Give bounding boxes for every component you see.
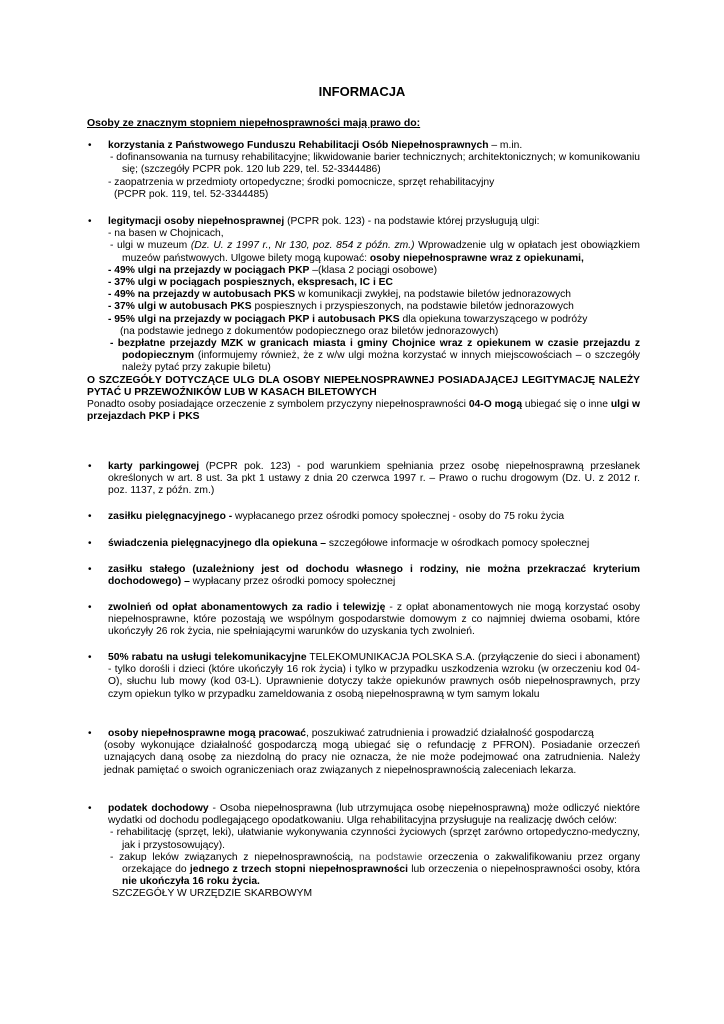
- section-heading: legitymacji osoby niepełnosprawnej: [108, 216, 285, 227]
- section-heading: zasiłku pielęgnacyjnego -: [108, 511, 233, 522]
- list-text: osoby niepełnosprawne wraz z opiekunami,: [369, 252, 584, 264]
- list-item: [108, 852, 640, 889]
- list-item: [108, 301, 640, 313]
- list-text: - 95% ulgi na przejazdy w pociągach PKP i autobusach PKS: [108, 313, 400, 325]
- list-text: - 49% na przejazdy w autobusach PKS: [108, 289, 296, 301]
- bullet-6: •: [88, 564, 92, 575]
- list-text: Wprowadzenie ulg w opłatach jest obowiązkiem muzeów państwowych. Ulgowe bilety mogą kupować:: [122, 240, 640, 264]
- section-pfron: [108, 140, 640, 201]
- section-text: – m.in.: [488, 140, 523, 151]
- list-item: - dofinansowania na turnusy rehabilitacyjne; likwidowanie barier technicznych; architektonicznych; w komunikowaniu się; (szczegóły PCPR pok. 120 lub 229, tel. 52-3344486): [110, 152, 640, 176]
- list-item: [108, 338, 640, 375]
- section-text: - z opłat abonamentowych nie mogą korzystać osoby niepełnosprawne, które pozostają we wspólnym gospodarstwie domowym z co najmniej dwiema osobami, które ukończyły 26 rok życia, nie spełniającymi warunków do uzyskania tych zwolnień.: [108, 602, 640, 638]
- bullet-1: •: [88, 140, 92, 151]
- section-heading: osoby niepełnosprawne mogą pracować: [108, 728, 306, 739]
- bullet-10: •: [88, 803, 92, 814]
- list-item: - 37% ulgi w pociągach pospiesznych, ekspresach, IC i EC: [108, 277, 393, 289]
- paragraph: (osoby wykonujące działalność gospodarczą mogą ubiegać się o refundację z PFRON). Posiadanie orzeczeń uznających daną osobę za niezdolną do pracy nie oznacza, że nie może podejmować ona zatrudnienia. Należy jednak pamiętać o swoich ograniczeniach oraz związanych z niepełnosprawnością zaleceniach lekarza.: [104, 740, 640, 776]
- list-item: [108, 240, 640, 264]
- list-text: orzeczenia o zakwalifikowaniu przez organy orzekające do: [122, 851, 640, 876]
- list-text: lub orzeczenia o niepełnosprawności osoby, która: [407, 864, 640, 876]
- section-heading: korzystania z Państwowego Funduszu Rehabilitacji Osób Niepełnosprawnych: [108, 140, 489, 151]
- section-heading: 50% rabatu na usługi telekomunikacyjne: [108, 652, 307, 663]
- section-heading: podatek dochodowy: [108, 803, 209, 814]
- section-swiadczenie: [108, 538, 640, 550]
- section-zasilek-pielegnacyjny: [108, 511, 640, 523]
- list-text: - bezpłatne przejazdy MZK w granicach miasta i gminy Chojnice wraz z opiekunem w czasie przejazdu z podopiecznym: [110, 338, 640, 362]
- paragraph: [87, 399, 640, 423]
- section-text: wypłacanego przez ośrodki pomocy społecznej - osoby do 75 roku życia: [232, 511, 565, 522]
- footer-note: SZCZEGÓŁY W URZĘDZIE SKARBOWYM: [112, 888, 313, 900]
- para-text: Ponadto osoby posiadające orzeczenie z symbolem przyczyny niepełnosprawności: [87, 399, 469, 411]
- section-text: szczegółowe informacje w ośrodkach pomocy społecznej: [326, 538, 590, 549]
- list-text: w komunikacji zwykłej, na podstawie biletów jednorazowych: [295, 289, 571, 301]
- page-title: INFORMACJA: [318, 84, 406, 99]
- section-abonament: [108, 602, 640, 639]
- list-item: [108, 289, 640, 301]
- section-text: TELEKOMUNIKACJA POLSKA S.A. (przyłączenie do sieci i abonament) - tylko dorośli i dzieci (które ukończyły 16 rok życia) i tylko w przypadku uszkodzenia wzroku (w orzeczeniu kod 04-O), słuchu lub mowy (kod 03-L). Uprawnienie dotyczy także opiekunów prawnych osób niepełnosprawnych, przy czym opiekun tylko w przypadku zameldowania z osobą niepełnosprawną w tym samym lokalu: [108, 652, 640, 700]
- list-item: [108, 265, 640, 277]
- section-heading: zasiłku stałego (uzależniony jest od dochodu własnego i rodziny, nie można przekraczać kryterium dochodowego) –: [108, 564, 640, 588]
- list-text: nie ukończyła 16 roku życia.: [122, 876, 260, 888]
- list-text: na podstawie: [353, 851, 423, 863]
- section-telekomunikacja: [108, 652, 640, 701]
- section-praca: [104, 728, 640, 777]
- bullet-9: •: [88, 728, 92, 739]
- section-heading: świadczenia pielęgnacyjnego dla opiekuna –: [108, 538, 327, 549]
- section-karta-parkingowa: [108, 461, 640, 498]
- bullet-2: •: [88, 216, 92, 227]
- section-text: , poszukiwać zatrudnienia i prowadzić działalność gospodarczą: [305, 728, 594, 739]
- page-subtitle: Osoby ze znacznym stopniem niepełnosprawności mają prawo do:: [87, 117, 421, 129]
- list-item: - rehabilitację (sprzęt, leki), ułatwianie wykonywania czynności życiowych (sprzęt zarówno ortopedyczno-medyczny, jak i przystosowujący).: [110, 827, 640, 851]
- list-text: - 37% ulgi w autobusach PKS: [108, 301, 252, 313]
- list-text: (Dz. U. z 1997 r., Nr 130, poz. 854 z późn. zm.): [190, 240, 415, 252]
- section-zasilek-staly: [108, 564, 640, 588]
- bullet-4: •: [88, 511, 92, 522]
- caps-notice: O SZCZEGÓŁY DOTYCZĄCE ULG DLA OSOBY NIEPEŁNOSPRAWNEJ POSIADAJĄCEJ LEGITYMACJĘ NALEŻY PYTAĆ U PRZEWOŹNIKÓW LUB W KASACH BILETOWYCH: [87, 374, 640, 398]
- list-text: –(klasa 2 pociągi osobowe): [309, 264, 438, 276]
- bullet-7: •: [88, 602, 92, 613]
- section-heading: karty parkingowej: [108, 461, 200, 472]
- list-text: (informujemy również, że z w/w ulgi można korzystać w innych miejscowościach – o szczegóły należy pytać przy zakupie biletu): [122, 350, 640, 374]
- list-item: - zaopatrzenia w przedmioty ortopedyczne; środki pomocnicze, sprzęt rehabilitacyjny: [108, 176, 495, 188]
- section-text: - Osoba niepełnosprawna (lub utrzymująca osobę niepełnosprawną) może odliczyć niektóre wydatki od dochodu podlegającego opodatkowaniu. Ulga rehabilitacyjna przysługuje na realizację dwóch celów:: [108, 803, 641, 827]
- list-item: (na podstawie jednego z dokumentów podopiecznego oraz biletów jednorazowych): [120, 325, 499, 337]
- list-text: dla opiekuna towarzyszącego w podróży: [399, 313, 588, 325]
- bullet-8: •: [88, 652, 92, 663]
- list-item: - na basen w Chojnicach,: [108, 228, 224, 240]
- list-text: jednego z trzech stopni niepełnosprawności: [189, 864, 408, 876]
- list-text: pospiesznych i przyspieszonych, na podstawie biletów jednorazowych: [251, 301, 574, 313]
- list-text: - zakup leków związanych z niepełnosprawnością,: [110, 851, 354, 863]
- bullet-5: •: [88, 538, 92, 549]
- section-legitymacja: [87, 216, 641, 423]
- section-heading: zwolnień od opłat abonamentowych za radio i telewizję: [108, 602, 386, 613]
- para-text: ulgi w przejazdach PKP i PKS: [87, 399, 641, 423]
- section-text: (PCPR pok. 123) - pod warunkiem spełniania przez osobę niepełnosprawną przesłanek określonych w art. 8 ust. 3a pkt 1 ustawy z dnia 20 czerwca 1997 r. – Prawo o ruchu drogowym (Dz. U. z 2012 r. poz. 1137, z późn. zm.): [108, 461, 640, 497]
- list-text: - 49% ulgi na przejazdy w pociągach PKP: [108, 264, 310, 276]
- list-text: - ulgi w muzeum: [110, 240, 191, 252]
- list-item: (PCPR pok. 119, tel. 52-3344485): [114, 188, 269, 200]
- list-item: [108, 314, 640, 326]
- bullet-3: •: [88, 461, 92, 472]
- para-text: ubiegać się o inne: [522, 399, 611, 411]
- section-podatek: [108, 803, 640, 901]
- section-text: (PCPR pok. 123) - na podstawie której przysługują ulgi:: [284, 216, 540, 227]
- section-text: wypłacany przez ośrodki pomocy społecznej: [189, 576, 396, 588]
- para-text: 04-O mogą: [468, 399, 523, 411]
